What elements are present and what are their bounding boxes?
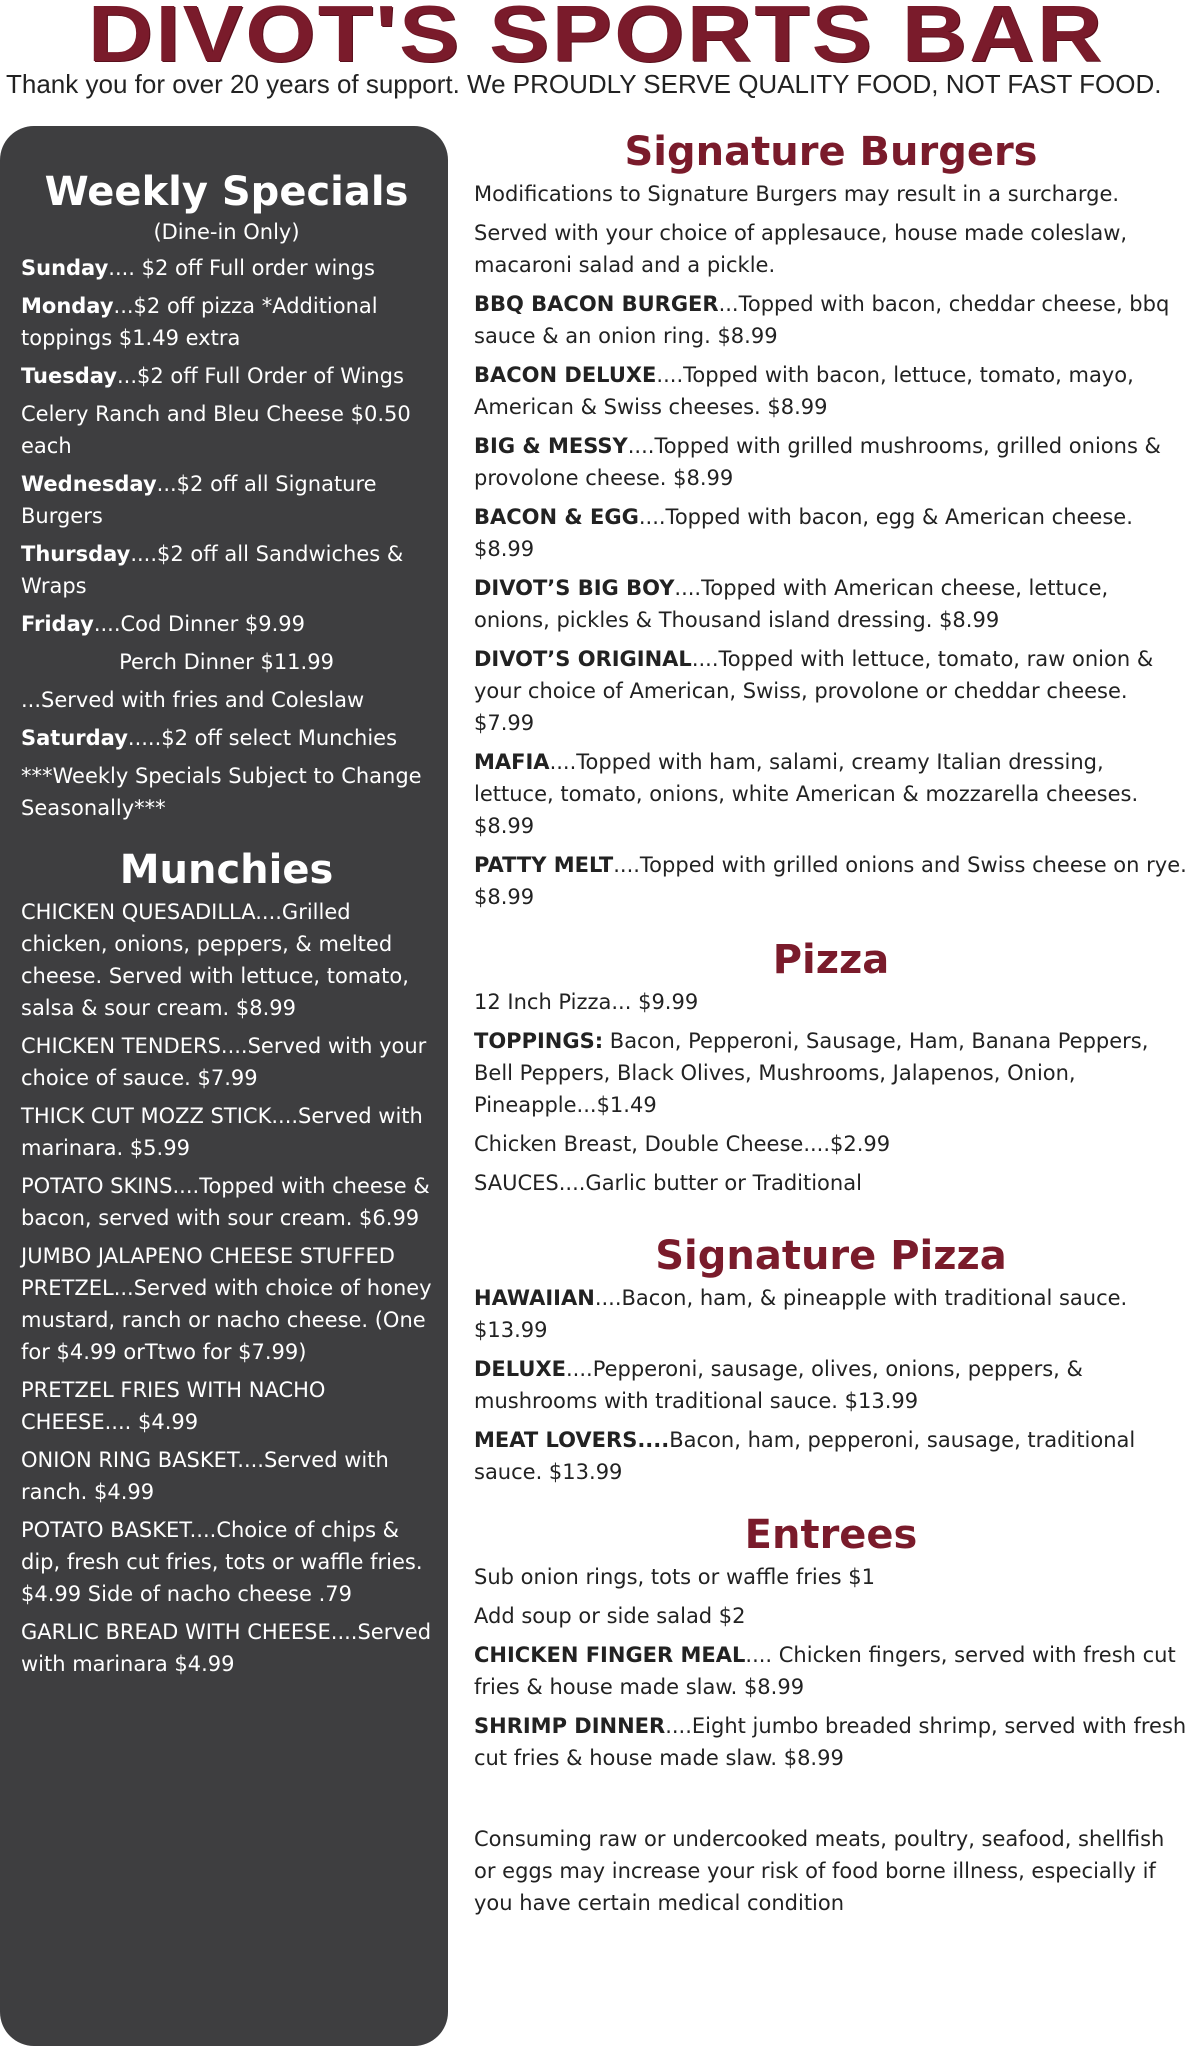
item-name: CHICKEN FINGER MEAL: [474, 1643, 746, 1667]
item-desc: ....Topped with ham, salami, creamy Italian dressing, lettuce, tomato, onions, white American & mozzarella cheeses. $8.99: [474, 750, 1139, 838]
specials-change-note: ***Weekly Specials Subject to Change Seasonally***: [21, 764, 422, 820]
special-perch: Perch Dinner $11.99: [119, 650, 334, 674]
special-tuesday: [21, 360, 432, 392]
burgers-surcharge-note: Modifications to Signature Burgers may result in a surcharge.: [474, 182, 1120, 206]
burger-item: [474, 288, 1188, 352]
entree-item: [474, 1639, 1188, 1703]
item-desc: ....Pepperoni, sausage, olives, onions, peppers, & mushrooms with traditional sauce. $13.99: [474, 1357, 1083, 1413]
special-thursday: [21, 538, 432, 602]
item-name: MEAT LOVERS....: [474, 1428, 670, 1452]
entrees-add-option: Add soup or side salad $2: [474, 1604, 746, 1628]
special-text: ....Cod Dinner $9.99: [93, 612, 306, 636]
day-label: Thursday: [21, 542, 131, 566]
item-desc: ....Topped with bacon, egg & American cheese. $8.99: [474, 505, 1133, 561]
burger-item: [474, 430, 1188, 494]
day-label: Saturday: [21, 726, 128, 750]
burger-item: [474, 359, 1188, 423]
munchies-item: ONION RING BASKET....Served with ranch. $4.99: [21, 1448, 389, 1504]
munchies-item: POTATO BASKET....Choice of chips & dip, fresh cut fries, tots or waffle fries. $4.99 Side of nacho cheese .79: [21, 1518, 423, 1606]
day-label: Wednesday: [21, 472, 157, 496]
burger-item: [474, 746, 1188, 842]
special-saturday: [21, 722, 432, 754]
munchies-item: CHICKEN QUESADILLA....Grilled chicken, onions, peppers, & melted cheese. Served with lettuce, tomato, salsa & sour cream. $8.99: [21, 900, 409, 1020]
item-name: BACON DELUXE: [474, 363, 657, 387]
toppings-list: Bacon, Pepperoni, Sausage, Ham, Banana Peppers, Bell Peppers, Black Olives, Mushrooms, Jalapenos, Onion, Pineapple...$1.49: [474, 1029, 1149, 1117]
munchies-item: JUMBO JALAPENO CHEESE STUFFED PRETZEL...Served with choice of honey mustard, ranch or nacho cheese. (One for $4.99 orTtwo for $7.99): [21, 1244, 432, 1364]
day-label: Monday: [21, 294, 114, 318]
special-sunday: [21, 252, 432, 284]
item-name: BBQ BACON BURGER: [474, 292, 719, 316]
item-desc: Bacon, ham, pepperoni, sausage, traditional sauce. $13.99: [474, 1428, 1136, 1484]
burger-item: [474, 643, 1188, 739]
item-name: DELUXE: [474, 1357, 566, 1381]
item-desc: ....Bacon, ham, & pineapple with traditional sauce. $13.99: [474, 1286, 1128, 1342]
food-safety-disclaimer: Consuming raw or undercooked meats, poultry, seafood, shellfish or eggs may increase your risk of food borne illness, especially if you have certain medical condition: [474, 1827, 1165, 1915]
right-panel: [474, 126, 1188, 1926]
signature-pizza-item: [474, 1353, 1188, 1417]
pizza-heading: Pizza: [772, 937, 890, 983]
munchies-item: PRETZEL FRIES WITH NACHO CHEESE.... $4.99: [21, 1378, 326, 1434]
special-wednesday: [21, 468, 432, 532]
restaurant-title: DIVOT'S SPORTS BAR: [87, 0, 1105, 78]
item-name: BIG & MESSY: [474, 434, 628, 458]
signature-pizza-item: [474, 1282, 1188, 1346]
signature-burgers-heading: Signature Burgers: [624, 129, 1038, 175]
item-desc: ....Topped with bacon, lettuce, tomato, mayo, American & Swiss cheeses. $8.99: [474, 363, 1134, 419]
signature-pizza-heading: Signature Pizza: [655, 1233, 1007, 1279]
day-label: Tuesday: [21, 364, 117, 388]
item-desc: ....Topped with American cheese, lettuce, onions, pickles & Thousand island dressing. $8.99: [474, 576, 1109, 632]
pizza-sauces: SAUCES....Garlic butter or Traditional: [474, 1171, 862, 1195]
weekly-specials-heading: Weekly Specials: [44, 169, 409, 215]
burgers-sides-note: Served with your choice of applesauce, house made coleslaw, macaroni salad and a pickle.: [474, 221, 1128, 277]
special-celery: Celery Ranch and Bleu Cheese $0.50 each: [21, 402, 411, 458]
munchies-heading: Munchies: [119, 847, 334, 893]
entree-item: [474, 1710, 1188, 1774]
item-desc: ....Topped with lettuce, tomato, raw onion & your choice of American, Swiss, provolone or cheddar cheese. $7.99: [474, 647, 1154, 735]
item-desc: ....Eight jumbo breaded shrimp, served with fresh cut fries & house made slaw. $8.99: [474, 1714, 1187, 1770]
entrees-heading: Entrees: [744, 1512, 918, 1558]
item-name: PATTY MELT: [474, 853, 614, 877]
day-label: Sunday: [21, 256, 109, 280]
pizza-premium-toppings: Chicken Breast, Double Cheese....$2.99: [474, 1132, 891, 1156]
pizza-size: 12 Inch Pizza... $9.99: [474, 990, 699, 1014]
special-text: ....$2 off all Sandwiches & Wraps: [21, 542, 404, 598]
item-name: SHRIMP DINNER: [474, 1714, 666, 1738]
tagline: Thank you for over 20 years of support. We PROUDLY SERVE QUALITY FOOD, NOT FAST FOOD.: [6, 69, 1162, 99]
munchies-item: GARLIC BREAD WITH CHEESE....Served with marinara $4.99: [21, 1620, 432, 1676]
special-served-with: ...Served with fries and Coleslaw: [21, 688, 365, 712]
entrees-sub-option: Sub onion rings, tots or waffle fries $1: [474, 1565, 876, 1589]
pizza-toppings: [474, 1025, 1188, 1121]
item-desc: ....Topped with grilled onions and Swiss cheese on rye. $8.99: [474, 853, 1187, 909]
item-name: DIVOT’S ORIGINAL: [474, 647, 692, 671]
munchies-item: THICK CUT MOZZ STICK....Served with marinara. $5.99: [21, 1104, 423, 1160]
item-name: BACON & EGG: [474, 505, 639, 529]
signature-pizza-item: [474, 1424, 1188, 1488]
toppings-label: TOPPINGS:: [474, 1029, 604, 1053]
special-text: ...$2 off Full Order of Wings: [116, 364, 404, 388]
special-monday: [21, 290, 432, 354]
item-name: DIVOT’S BIG BOY: [474, 576, 675, 600]
special-text: .....$2 off select Munchies: [127, 726, 398, 750]
munchies-item: POTATO SKINS....Topped with cheese & bacon, served with sour cream. $6.99: [21, 1174, 430, 1230]
day-label: Friday: [21, 612, 94, 636]
special-text: ...$2 off pizza *Additional toppings $1.49 extra: [21, 294, 378, 350]
burger-item: [474, 849, 1188, 913]
special-friday: [21, 608, 432, 640]
special-text: ...$2 off all Signature Burgers: [21, 472, 377, 528]
left-panel: [0, 126, 448, 2046]
burger-item: [474, 501, 1188, 565]
item-name: MAFIA: [474, 750, 550, 774]
item-desc: ....Topped with grilled mushrooms, grilled onions & provolone cheese. $8.99: [474, 434, 1161, 490]
special-text: .... $2 off Full order wings: [108, 256, 375, 280]
munchies-item: CHICKEN TENDERS....Served with your choice of sauce. $7.99: [21, 1034, 427, 1090]
burger-item: [474, 572, 1188, 636]
dine-in-note: (Dine-in Only): [153, 220, 300, 244]
item-name: HAWAIIAN: [474, 1286, 595, 1310]
item-desc: ...Topped with bacon, cheddar cheese, bbq sauce & an onion ring. $8.99: [474, 292, 1170, 348]
item-desc: .... Chicken fingers, served with fresh cut fries & house made slaw. $8.99: [474, 1643, 1176, 1699]
